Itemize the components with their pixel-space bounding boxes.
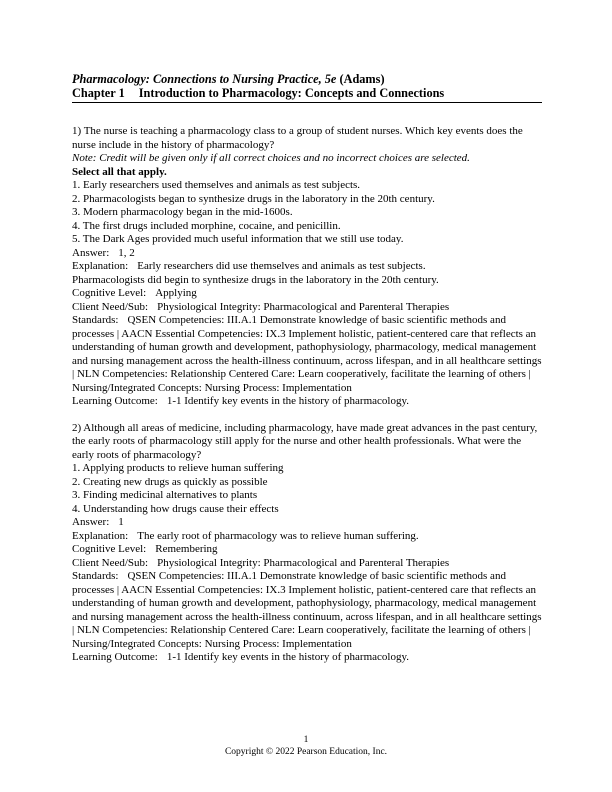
answer-label: Answer: [72,246,110,259]
answer-line [72,247,542,261]
client-need-line [72,557,542,571]
learning-outcome-value: 1-1 Identify key events in the history of pharmacology. [166,395,409,407]
standards-value: QSEN Competencies: III.A.1 Demonstrate knowledge of basic scientific methods and processes | AACN Essential Competencies: IX.3 Implement holistic, patient-centered care that reflects an understanding of human growth and development, pathophysiology, pharmacology, medical management and nursing management across the health-illness continuum, across lifespan, and in all healthcare settings | NLN Competencies: Relationship Centered Care: Learn cooperatively, facilitate the learning of others | Nursing/Integrated Concepts: Nursing Process: Implementation [72,314,542,394]
cognitive-level-label: Cognitive Level: [72,287,147,299]
chapter-heading [72,86,542,103]
answer-line [72,516,542,530]
client-need-label: Client Need/Sub: [72,556,149,569]
standards-line [72,314,542,395]
learning-outcome-label: Learning Outcome: [72,395,158,407]
standards-value: QSEN Competencies: III.A.1 Demonstrate knowledge of basic scientific methods and processes | AACN Essential Competencies: IX.3 Implement holistic, patient-centered care that reflects an understanding of human growth and development, pathophysiology, pharmacology, medical management and nursing management across the health-illness continuum, across lifespan, and in all healthcare settings | NLN Competencies: Relationship Centered Care: Learn cooperatively, facilitate the learning of others | Nursing/Integrated Concepts: Nursing Process: Implementation [72,570,542,650]
answer-option: 2. Creating new drugs as quickly as possible [72,475,268,488]
answer-label: Answer: [72,516,110,528]
answer-option: 1. Applying products to relieve human suffering [72,462,284,474]
client-need-line [72,301,542,315]
client-need-value: Physiological Integrity: Pharmacological and Parenteral Therapies [157,300,450,313]
cognitive-level-line [72,543,542,557]
explanation-label: Explanation: [72,260,129,272]
client-need-label: Client Need/Sub: [72,300,149,313]
cognitive-level-line [72,287,542,301]
answer-option: 4. The first drugs included morphine, cocaine, and penicillin. [72,219,341,232]
answer-value: 1 [118,516,124,528]
explanation-text: The early root of pharmacology was to relieve human suffering. [137,529,419,542]
page-footer [0,734,612,758]
answer-option: 2. Pharmacologists began to synthesize drugs in the laboratory in the 20th century. [72,192,435,205]
document-page [72,72,542,665]
answer-option: 5. The Dark Ages provided much useful information that we still use today. [72,233,404,245]
question-2 [72,422,542,665]
book-title-text: Pharmacology: Connections to Nursing Practice, 5e [72,72,337,86]
copyright-notice: Copyright © 2022 Pearson Education, Inc. [224,747,388,757]
learning-outcome-value: 1-1 Identify key events in the history of pharmacology. [166,651,409,663]
answer-option: 3. Modern pharmacology began in the mid-1600s. [72,206,293,218]
standards-label: Standards: [72,314,119,326]
answer-option: 4. Understanding how drugs cause their effects [72,502,279,515]
chapter-title: Introduction to Pharmacology: Concepts and Connections [138,86,445,100]
explanation-text: Early researchers did use themselves and animals as test subjects. [137,260,426,272]
question-note: Note: Credit will be given only if all correct choices and no incorrect choices are selected. [72,152,470,164]
cognitive-level-value: Remembering [155,543,218,555]
client-need-value: Physiological Integrity: Pharmacological and Parenteral Therapies [157,556,450,569]
question-stem: 2) Although all areas of medicine, including pharmacology, have made great advances in the past century, the early roots of pharmacology still apply for the nurse and other health professionals. What were the early roots of pharmacology? [72,421,538,461]
question-stem: 1) The nurse is teaching a pharmacology class to a group of student nurses. Which key events does the nurse include in the history of pharmacology? [72,125,523,151]
explanation-line [72,260,542,274]
chapter-number: Chapter 1 [72,86,125,100]
learning-outcome-line [72,651,542,665]
answer-option: 3. Finding medicinal alternatives to plants [72,489,258,501]
learning-outcome-label: Learning Outcome: [72,651,158,663]
cognitive-level-label: Cognitive Level: [72,543,147,555]
answer-value: 1, 2 [118,246,135,259]
explanation-label: Explanation: [72,529,129,542]
standards-line [72,570,542,651]
cognitive-level-value: Applying [155,287,197,299]
book-author: (Adams) [339,72,385,86]
book-title [72,72,542,86]
page-number: 1 [303,735,309,745]
question-1 [72,125,542,409]
answer-option: 1. Early researchers used themselves and animals as test subjects. [72,179,361,191]
standards-label: Standards: [72,570,119,582]
explanation-line [72,530,542,544]
question-instruction: Select all that apply. [72,165,167,178]
learning-outcome-line [72,395,542,409]
explanation-continued: Pharmacologists did begin to synthesize drugs in the laboratory in the 20th century. [72,273,439,286]
